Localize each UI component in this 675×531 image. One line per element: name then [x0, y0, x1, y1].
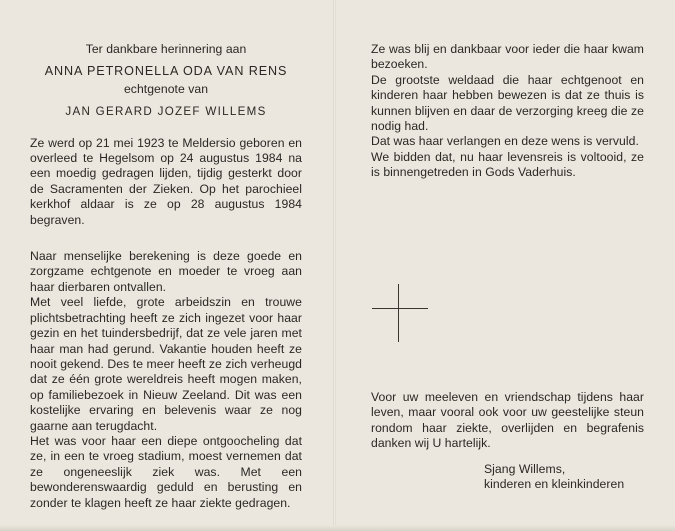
signature-family: kinderen en kleinkinderen [484, 477, 625, 492]
prayer-paragraph: We bidden dat, nu haar levensreis is voltooid, ze is binnengetreden in Gods Vaderhuis. [371, 149, 644, 180]
spouse-name: JAN GERARD JOZEF WILLEMS [65, 105, 267, 119]
reflection-paragraph: Naar menselijke berekening is deze goede en zorgzame echtgenote en moeder te vroeg aan haar dierbaren ontvallen. [30, 249, 302, 294]
card-fold [333, 0, 336, 531]
deceased-name: ANNA PETRONELLA ODA VAN RENS [44, 64, 288, 79]
intro-line: Ter dankbare herinnering aan [85, 42, 247, 56]
relation-line: echtgenote van [123, 81, 209, 96]
signature-name: Sjang Willems, [484, 462, 566, 476]
life-paragraph: Met veel liefde, grote arbeidszin en trouwe plichtsbetrachting heeft ze zich ingezet voor haar gezin en het tuindersbedrijf, dat ze vele jaren met haar man had gerund. Vakantie houden heeft ze nooit gekend. Des te meer heeft ze zich verheugd dat ze één grote wereldreis heeft mogen maken, op familiebezoek in Nieuw Zeeland. Dit was een kostelijke ervaring en belevenis waar ze nog gaarne aan terugdacht. [30, 295, 302, 433]
left-page [30, 0, 302, 531]
illness-paragraph: Het was voor haar een diepe ontgoocheling dat ze, in een te vroeg stadium, moest vernemen dat ze ongeneeslijk ziek was. Met een bewonderenswaardig geduld en berusting en zonder te klagen heeft ze haar ziekte gedragen. [30, 433, 302, 510]
biography-paragraph: Ze werd op 21 mei 1923 te Meldersio geboren en overleed te Hegelsom op 24 augustus 1984 na een moedig gedragen lijden, tijdig gesterkt door de Sacramenten der Zieken. Op het parochieel kerkhof aldaar is ze op 28 augustus 1984 begraven. [30, 135, 302, 227]
visits-paragraph: Ze was blij en dankbaar voor ieder die haar kwam bezoeken. [371, 42, 644, 72]
wish-paragraph: Dat was haar verlangen en deze wens is vervuld. [371, 134, 639, 149]
thanks-block [371, 390, 644, 452]
signature-block [484, 462, 654, 493]
cross-icon [372, 284, 436, 342]
thanks-paragraph: Voor uw meeleven en vriendschap tijdens haar leven, maar vooral ook voor uw geestelijke steun rondom haar ziekte, overlijden en begrafenis danken wij U hartelijk. [371, 390, 644, 451]
home-care-paragraph: De grootste weldaad die haar echtgenoot en kinderen haar hebben bewezen is dat ze thuis is kunnen blijven en daar de verzorging kreeg die ze nodig had. [371, 72, 644, 134]
